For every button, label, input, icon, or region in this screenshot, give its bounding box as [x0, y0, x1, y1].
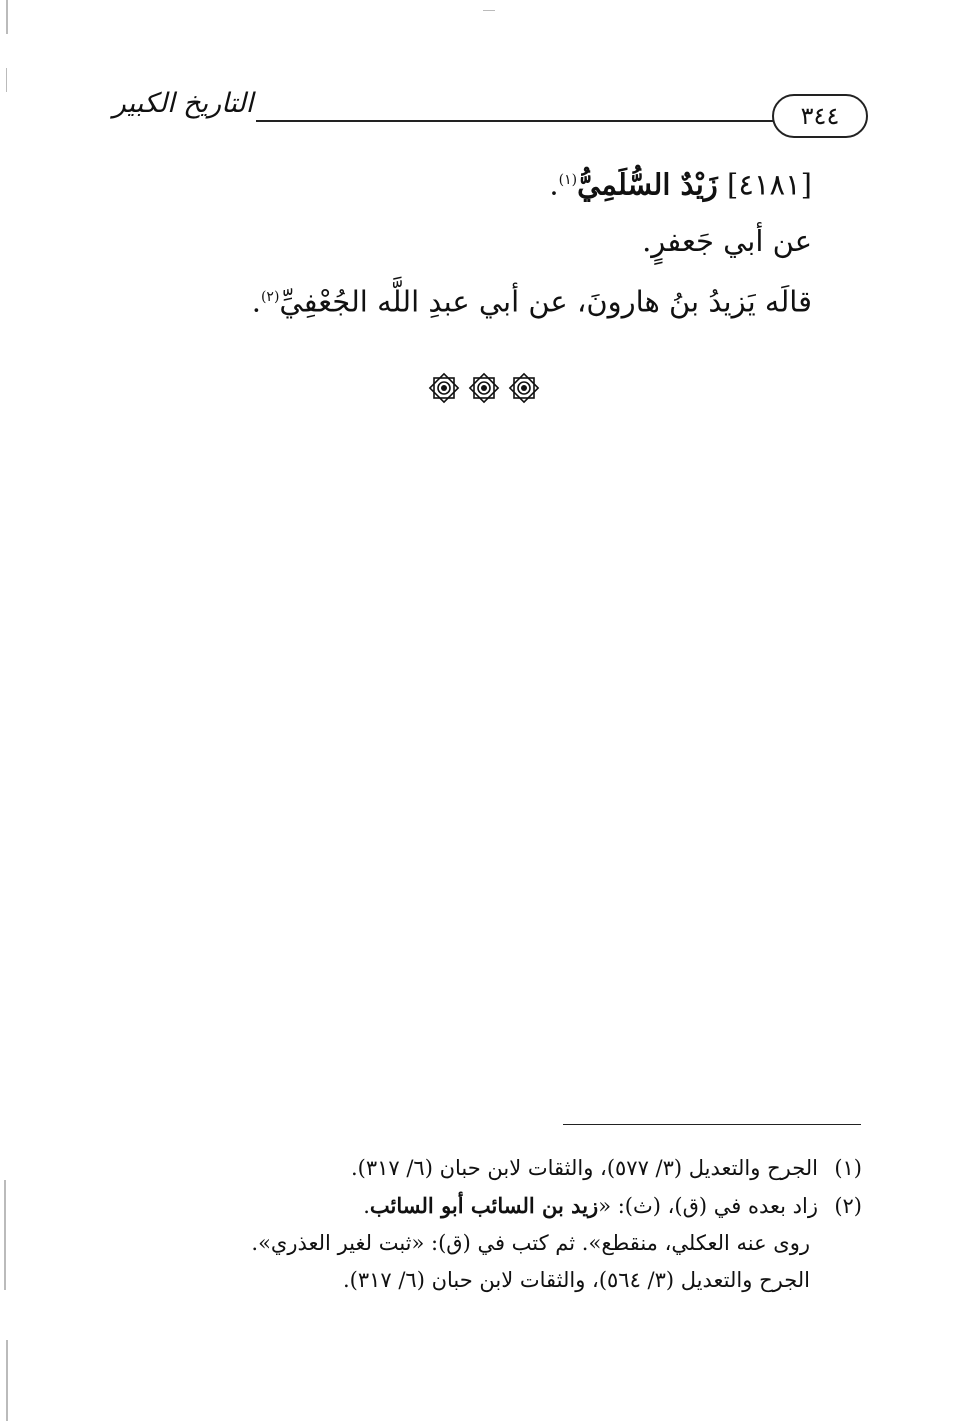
footnote-period: . — [363, 1194, 370, 1218]
footnote-number: (١) — [834, 1156, 862, 1180]
entry-line-3-text: قالَه يَزيدُ بنُ هارونَ، عن أبي عبدِ اللَّه الجُعْفِيِّ — [279, 284, 812, 319]
entry-line-2: عن أبي جَعفرٍ. — [642, 223, 812, 258]
line3-period: . — [251, 284, 261, 319]
footnote-text: زاد بعده في (ق)، (ث): « — [598, 1194, 818, 1218]
footnote-2 — [302, 1187, 862, 1225]
entry-body — [252, 152, 812, 329]
footnote-bold-text: زيد بن السائب أبو السائب — [369, 1193, 599, 1218]
page-header — [108, 86, 868, 138]
scan-edge-mark — [6, 1340, 8, 1421]
header-rule — [256, 120, 774, 122]
footnote-ref-1[interactable]: (١) — [558, 172, 578, 188]
footnote-2-line-2: روى عنه العكلي، منقطع». ثم كتب في (ق): «ثبت لغير العذري». — [251, 1231, 810, 1255]
entry-name: زَيْدٌ السُّلَمِيُّ — [577, 167, 718, 202]
heading-period: . — [549, 167, 559, 202]
footnote-2-line-3: الجرح والتعديل (٣/ ٥٦٤)، والثقات لابن حبان (٦/ ٣١٧). — [342, 1268, 810, 1292]
footnote-number: (٢) — [834, 1194, 862, 1218]
footnote-separator — [563, 1124, 861, 1125]
scan-edge-mark — [6, 68, 7, 92]
footnote-text: الجرح والتعديل (٣/ ٥٧٧)، والثقات لابن حبان (٦/ ٣١٧). — [350, 1156, 818, 1180]
floral-ornament-icon — [508, 372, 540, 404]
scan-edge-mark — [483, 10, 495, 11]
floral-ornament-icon — [428, 372, 460, 404]
entry-line-3 — [252, 269, 812, 330]
section-divider-ornaments — [428, 370, 540, 406]
page-number-badge: ٣٤٤ — [772, 94, 868, 138]
footnote-ref-2[interactable]: (٢) — [260, 288, 280, 305]
floral-ornament-icon — [468, 372, 500, 404]
scan-edge-mark — [4, 1180, 6, 1290]
footnote-1 — [302, 1150, 862, 1187]
scan-edge-mark — [6, 0, 8, 34]
footnotes — [251, 1150, 862, 1299]
entry-number: [٤١٨١] — [727, 167, 812, 202]
running-title: التاريخ الكبير — [112, 88, 254, 119]
entry-heading — [252, 152, 812, 213]
